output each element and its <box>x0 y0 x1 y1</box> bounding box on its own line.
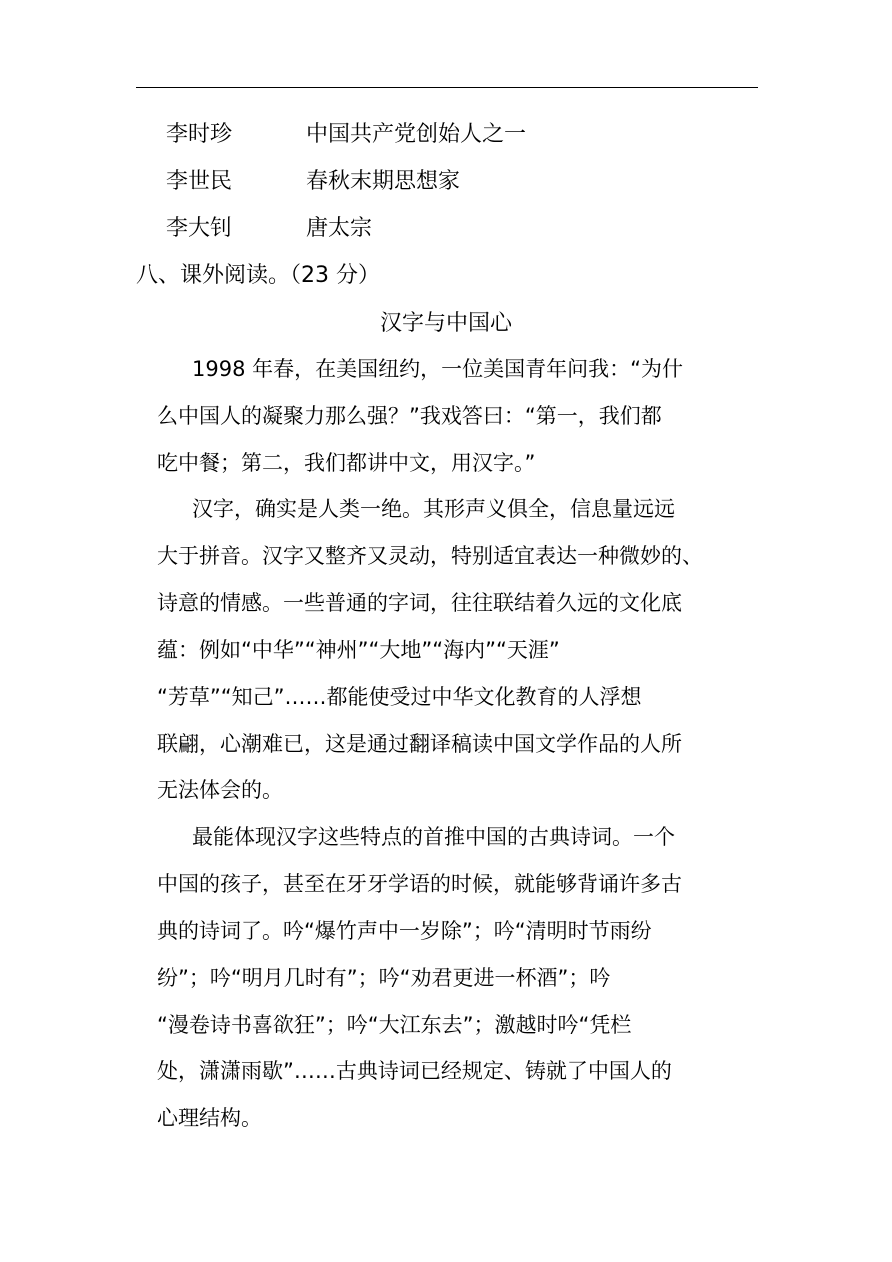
article-line: 心理结构。 <box>157 1106 262 1130</box>
article-line: 汉字，确实是人类一绝。其形声义俱全，信息量远远 <box>192 497 675 521</box>
article-line: “芳草”“知己”……都能使受过中华文化教育的人浮想 <box>157 685 642 709</box>
article-line: 典的诗词了。吟“爆竹声中一岁除”；吟“清明时节雨纷 <box>157 919 652 943</box>
article-line: 1998 年春，在美国纽约，一位美国青年问我：“为什 <box>192 357 683 381</box>
article-line: 吃中餐；第二，我们都讲中文，用汉字。” <box>157 451 536 475</box>
article-line: 无法体会的。 <box>157 778 283 802</box>
matching-right-item: 唐太宗 <box>306 216 373 241</box>
matching-right-item: 中国共产党创始人之一 <box>306 122 527 147</box>
article-line: 中国的孩子，甚至在牙牙学语的时候，就能够背诵许多古 <box>157 872 682 896</box>
article-line: 联翩，心潮难已，这是通过翻译稿读中国文学作品的人所 <box>157 732 682 756</box>
matching-left-item: 李大钊 <box>166 216 233 241</box>
article-line: 最能体现汉字这些特点的首推中国的古典诗词。一个 <box>192 825 675 849</box>
matching-right-item: 春秋末期思想家 <box>306 169 461 194</box>
article-line: 蕴：例如“中华”“神州”“大地”“海内”“天涯” <box>157 638 560 662</box>
article-line: 纷”；吟“明月几时有”；吟“劝君更进一杯酒”；吟 <box>157 966 611 990</box>
article-title: 汉字与中国心 <box>379 311 512 336</box>
matching-left-item: 李世民 <box>166 169 233 194</box>
article-line: 处，潇潇雨歇”……古典诗词已经规定、铸就了中国人的 <box>157 1059 672 1083</box>
section-heading: 八、课外阅读。（23 分） <box>136 263 380 288</box>
article-line: “漫卷诗书喜欲狂”；吟“大江东去”；激越时吟“凭栏 <box>157 1013 632 1037</box>
article-line: 大于拼音。汉字又整齐又灵动，特别适宜表达一种微妙的、 <box>157 544 703 568</box>
article-line: 么中国人的凝聚力那么强？”我戏答曰：“第一，我们都 <box>157 404 662 428</box>
matching-left-item: 李时珍 <box>166 122 233 147</box>
article-line: 诗意的情感。一些普通的字词，往往联结着久远的文化底 <box>157 591 682 615</box>
top-divider <box>136 87 758 88</box>
